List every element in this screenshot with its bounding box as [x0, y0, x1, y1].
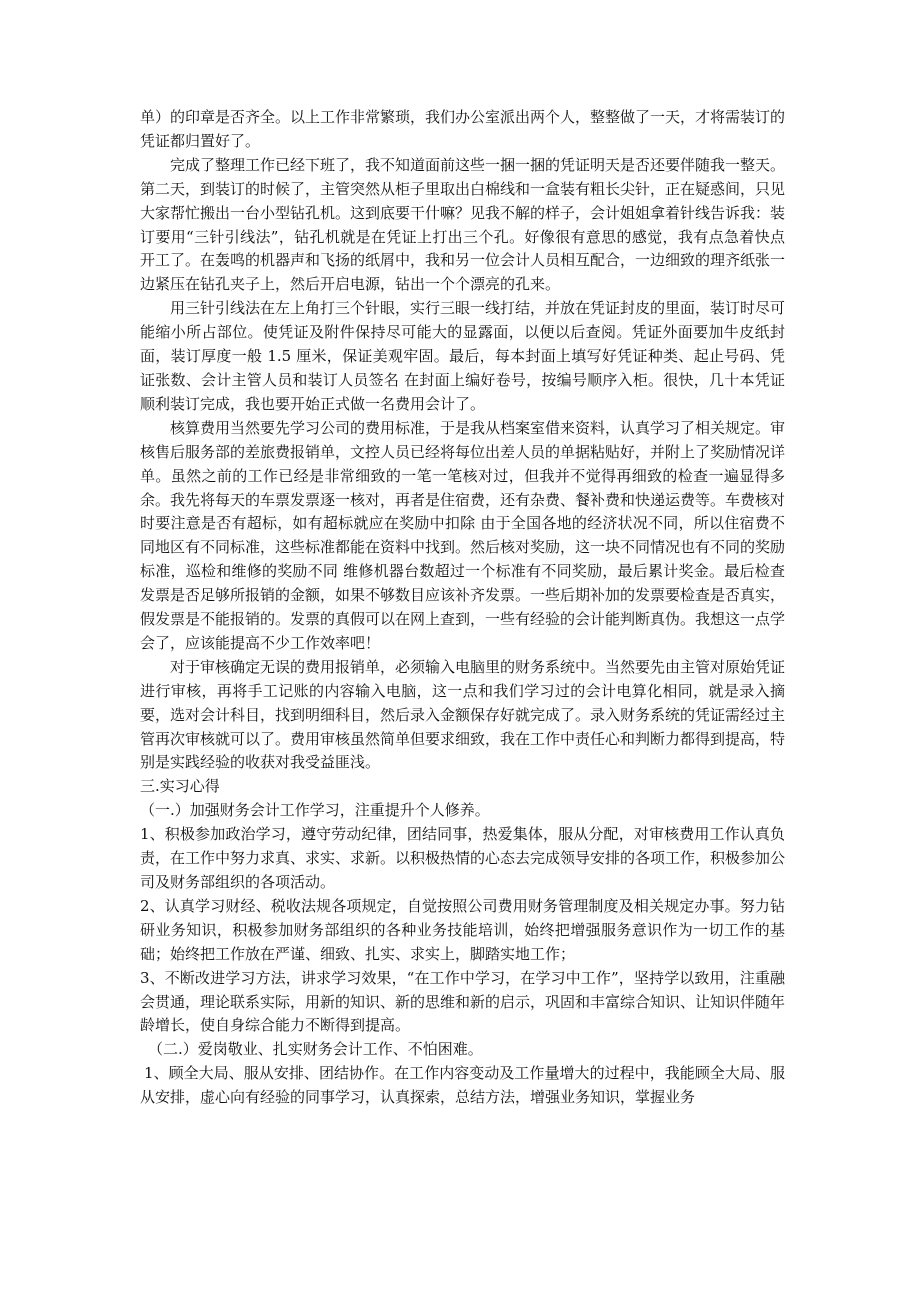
subsection-heading-study: （一.）加强财务会计工作学习，注重提升个人修养。 [140, 801, 490, 820]
list-item-regulations-study: 2、认真学习财经、税收法规各项规定，自觉按照公司费用财务管理制度及相关规定办事。努力钻研业务知识，积极参加财务部组织的各种业务技能培训，始终把增强服务意识作为一切工作的基础；始终把工作放在严谨、细致、扎实、求实上，脚踏实地工作； [140, 896, 785, 963]
list-item-overall-situation: 1、顾全大局、服从安排、团结协作。在工作内容变动及工作量增大的过程中，我能顾全大局、服从安排，虚心向有经验的同事学习，认真探索，总结方法，增强业务知识，掌握业务 [140, 1064, 785, 1107]
document-page [140, 106, 785, 1110]
subsection-heading-dedication: （二.）爱岗敬业、扎实财务会计工作、不怕困难。 [148, 1040, 483, 1059]
paragraph-binding-preparation: 完成了整理工作已经下班了，我不知道面前这些一捆一捆的凭证明天是否还要伴随我一整天。第二天，到装订的时候了，主管突然从柜子里取出白棉线和一盒装有粗长尖针，正在疑惑间，只见大家帮忙搬出一台小型钻孔机。这到底要干什嘛？见我不解的样子，会计姐姐拿着针线告诉我：装订要用“三针引线法”，钻孔机就是在凭证上打出三个孔。好像很有意思的感觉，我有点急着快点开工了。在轰鸣的机器声和飞扬的纸屑中，我和另一位会计人员相互配合，一边细致的理齐纸张一边紧压在钻孔夹子上，然后开启电源，钻出一个个漂亮的孔来。 [140, 155, 786, 294]
section-heading-internship-insights: 三.实习心得 [140, 777, 220, 796]
paragraph-expense-audit: 核算费用当然要先学习公司的费用标准，于是我从档案室借来资料，认真学习了相关规定。审核售后服务部的差旅费报销单，文控人员已经将每位出差人员的单据粘贴好，并附上了奖励情况详单。虽然之前的工作已经是非常细致的一笔一笔核对过，但我并不觉得再细致的检查一遍显得多余。我先将每天的车票发票逐一核对，再者是住宿费，还有杂费、餐补费和快递运费等。车费核对时要注意是否有超标，如有超标就应在奖励中扣除 由于全国各地的经济状况不同，所以住宿费不同地区有不同标准，这些标准都能在资料中找到。然后核对奖励，这一块不同情况也有不同的奖励标准，巡检和维修的奖励不同 维修机器台数超过一个标准有不同奖励，最后累计奖金。最后检查发票是否足够所报销的金额，如果不够数目应该补齐发票。一些后期补加的发票要检查是否真实，假发票是不能报销的。发票的真假可以在网上查到，一些有经验的会计能判断真伪。我想这一点学会了，应该能提高不少工作效率吧！ [140, 418, 786, 652]
list-item-political-study: 1、积极参加政治学习，遵守劳动纪律，团结同事，热爱集体，服从分配，对审核费用工作认真负责，在工作中努力求真、求实、求新。以积极热情的心态去完成领导安排的各项工作，积极参加公司及财务部组织的各项活动。 [140, 825, 786, 891]
list-item-learning-methods: 3、不断改进学习方法，讲求学习效果，“在工作中学习，在学习中工作”，坚持学以致用，注重融会贯通，理论联系实际，用新的知识、新的思维和新的启示，巩固和丰富综合知识、让知识伴随年龄增长，使自身综合能力不断得到提高。 [140, 968, 786, 1035]
paragraph-system-entry: 对于审核确定无误的费用报销单，必须输入电脑里的财务系统中。当然要先由主管对原始凭证进行审核，再将手工记账的内容输入电脑，这一点和我们学习过的会计电算化相同，就是录入摘要，选对会计科目，找到明细科目，然后录入金额保存好就完成了。录入财务系统的凭证需经过主管再次审核就可以了。费用审核虽然简单但要求细致，我在工作中责任心和判断力都得到提高，特别是实践经验的收获对我受益匪浅。 [140, 657, 786, 772]
paragraph-three-needle-method: 用三针引线法在左上角打三个针眼，实行三眼一线打结，并放在凭证封皮的里面，装订时尽可能缩小所占部位。使凭证及附件保持尽可能大的显露面，以便以后查阅。凭证外面要加牛皮纸封面，装订厚度一般 1.5 厘米，保证美观牢固。最后，每本封面上填写好凭证种类、起止号码、凭证张数、会计主管人员和装订人员签名 在封面上编好卷号，按编号顺序入柜。很快，几十本凭证顺利装订完成，我也要开始正式做一名费用会计了。 [140, 299, 786, 413]
paragraph-seal-check: 单）的印章是否齐全。以上工作非常繁琐，我们办公室派出两个人，整整做了一天，才将需装订的凭证都归置好了。 [140, 108, 786, 150]
